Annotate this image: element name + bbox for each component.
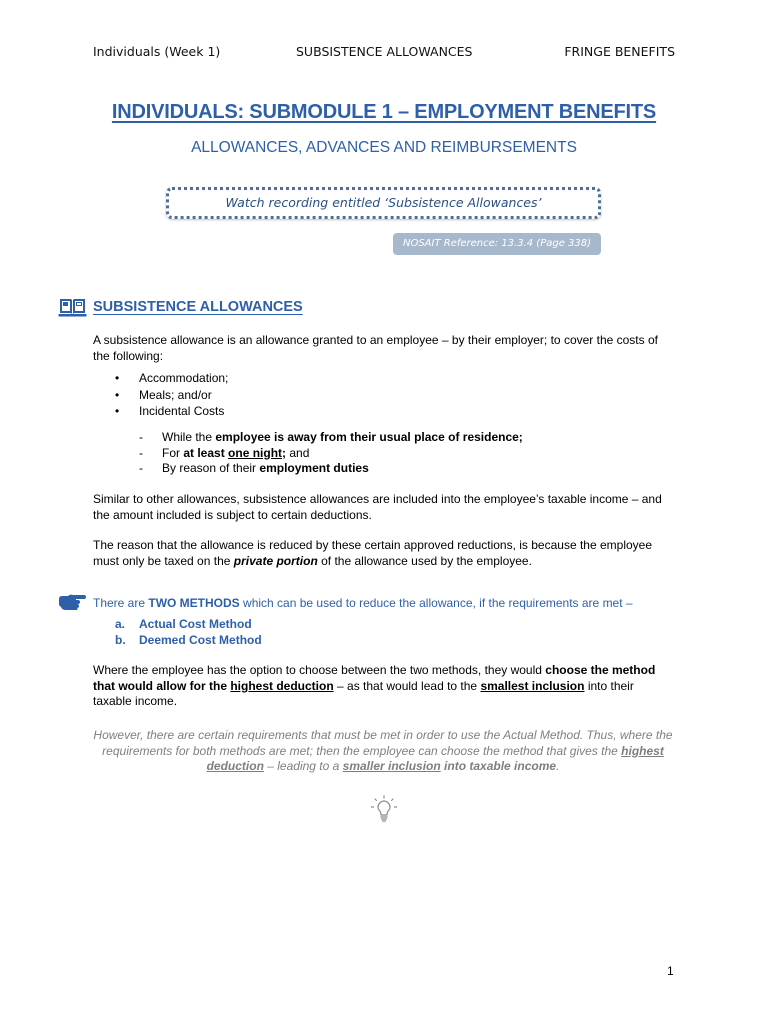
section-title: SUBSISTENCE ALLOWANCES (93, 299, 303, 315)
page-number: 1 (667, 964, 674, 978)
list-item: b. Deemed Cost Method (115, 633, 262, 647)
list-item: - For at least one night; and (139, 446, 523, 462)
header-right: FRINGE BENEFITS (564, 44, 675, 59)
reason-paragraph: The reason that the allowance is reduced by these certain approved reductions, is because the employee must only be taxed on the private portion of the allowance used by the employee. (93, 538, 653, 568)
pointing-hand-icon (58, 593, 86, 611)
methods-list (115, 616, 262, 648)
page-header (93, 44, 675, 62)
header-middle: SUBSISTENCE ALLOWANCES (296, 44, 473, 59)
list-item: • Accommodation; (115, 370, 228, 387)
list-item: • Incidental Costs (115, 403, 228, 420)
list-item: - While the employee is away from their usual place of residence; (139, 430, 523, 446)
choose-paragraph: Where the employee has the option to choose between the two methods, they would choose the method that would allow for the highest deduction – as that would lead to the smallest inclusion into their taxable income. (93, 663, 656, 708)
watch-recording-box: Watch recording entitled ‘Subsistence Allowances’ (166, 187, 601, 219)
list-item: - By reason of their employment duties (139, 461, 523, 477)
document-title: INDIVIDUALS: SUBMODULE 1 – EMPLOYMENT BENEFITS (111, 101, 657, 123)
conditions-list (139, 430, 523, 477)
methods-intro: There are TWO METHODS which can be used to reduce the allowance, if the requirements are met – (93, 596, 633, 610)
book-icon (58, 297, 87, 317)
document-subtitle: ALLOWANCES, ADVANCES AND REIMBURSEMENTS (191, 139, 577, 156)
cost-bullet-list (115, 370, 228, 420)
list-item: a. Actual Cost Method (115, 617, 252, 631)
header-left: Individuals (Week 1) (93, 44, 221, 59)
italic-note: However, there are certain requirements that must be met in order to use the Actual Method. Thus, where the requirements for both methods are met; then the employee can choose the method that gives the highest deduction – leading to a smaller inclusion into taxable income. (93, 728, 673, 773)
similar-paragraph: Similar to other allowances, subsistence allowances are included into the employee’s taxable income – and the amount included is subject to certain deductions. (93, 492, 662, 522)
list-item: • Meals; and/or (115, 387, 228, 404)
nosait-reference-badge: NOSAIT Reference: 13.3.4 (Page 338) (393, 233, 601, 255)
lightbulb-icon (370, 795, 398, 825)
intro-paragraph: A subsistence allowance is an allowance granted to an employee – by their employer; to cover the costs of the following: (93, 333, 658, 363)
